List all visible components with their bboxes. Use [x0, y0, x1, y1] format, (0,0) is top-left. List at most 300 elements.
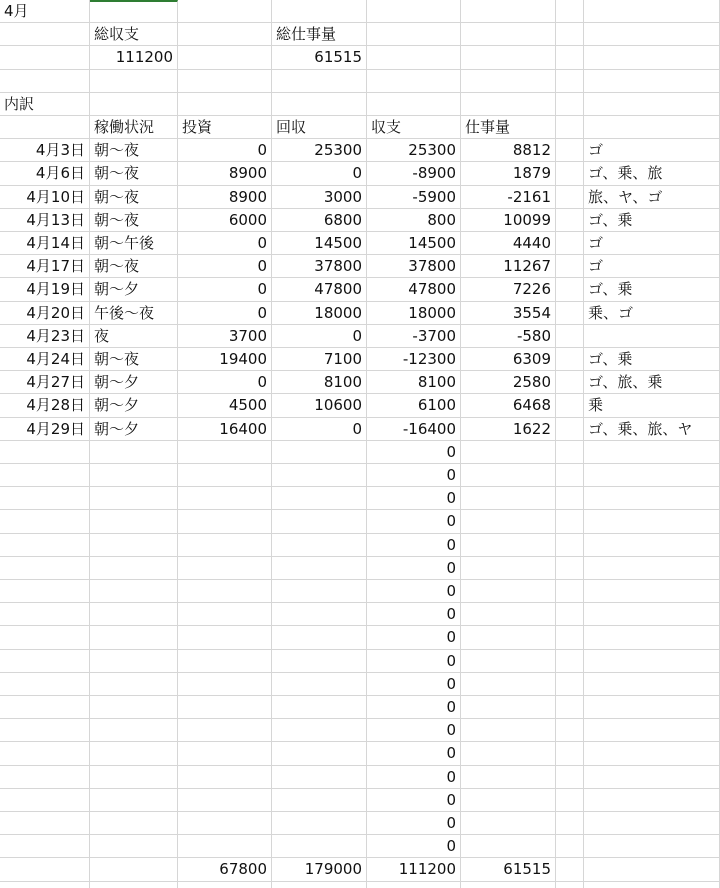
cell-r35-c2[interactable] [178, 812, 272, 835]
cell-r4-c0[interactable]: 内訳 [0, 93, 90, 116]
cell-r29-c4[interactable]: 0 [367, 673, 461, 696]
cell-r13-c1[interactable]: 午後～夜 [90, 302, 178, 325]
cell-r32-c7[interactable] [584, 742, 720, 765]
cell-r26-c0[interactable] [0, 603, 90, 626]
cell-r21-c0[interactable] [0, 487, 90, 510]
cell-r29-c7[interactable] [584, 673, 720, 696]
cell-r21-c5[interactable] [461, 487, 556, 510]
cell-r28-c5[interactable] [461, 650, 556, 673]
cell-r7-c1[interactable]: 朝～夜 [90, 162, 178, 185]
cell-r1-c6[interactable] [556, 23, 584, 46]
cell-r13-c0[interactable]: 4月20日 [0, 302, 90, 325]
cell-r11-c4[interactable]: 37800 [367, 255, 461, 278]
cell-r11-c0[interactable]: 4月17日 [0, 255, 90, 278]
cell-r25-c0[interactable] [0, 580, 90, 603]
cell-r9-c2[interactable]: 6000 [178, 209, 272, 232]
cell-r23-c4[interactable]: 0 [367, 534, 461, 557]
cell-r28-c1[interactable] [90, 650, 178, 673]
cell-r30-c7[interactable] [584, 696, 720, 719]
cell-r35-c0[interactable] [0, 812, 90, 835]
cell-r3-c7[interactable] [584, 70, 720, 93]
cell-r33-c7[interactable] [584, 766, 720, 789]
cell-r16-c0[interactable]: 4月27日 [0, 371, 90, 394]
cell-r24-c7[interactable] [584, 557, 720, 580]
cell-r32-c4[interactable]: 0 [367, 742, 461, 765]
cell-r34-c2[interactable] [178, 789, 272, 812]
cell-r1-c0[interactable] [0, 23, 90, 46]
cell-r7-c3[interactable]: 0 [272, 162, 367, 185]
cell-r13-c7[interactable]: 乗、ゴ [584, 302, 720, 325]
cell-r19-c7[interactable] [584, 441, 720, 464]
cell-r18-c6[interactable] [556, 418, 584, 441]
cell-r21-c4[interactable]: 0 [367, 487, 461, 510]
cell-r25-c7[interactable] [584, 580, 720, 603]
cell-r4-c1[interactable] [90, 93, 178, 116]
cell-r26-c6[interactable] [556, 603, 584, 626]
cell-r37-c6[interactable] [556, 858, 584, 881]
cell-r20-c7[interactable] [584, 464, 720, 487]
cell-r25-c1[interactable] [90, 580, 178, 603]
empty-cell[interactable] [556, 882, 584, 888]
cell-r20-c5[interactable] [461, 464, 556, 487]
cell-r18-c7[interactable]: ゴ、乗、旅、ヤ [584, 418, 720, 441]
cell-r19-c6[interactable] [556, 441, 584, 464]
cell-r17-c6[interactable] [556, 394, 584, 417]
cell-r35-c1[interactable] [90, 812, 178, 835]
cell-r36-c2[interactable] [178, 835, 272, 858]
cell-r11-c5[interactable]: 11267 [461, 255, 556, 278]
cell-r28-c0[interactable] [0, 650, 90, 673]
cell-r13-c4[interactable]: 18000 [367, 302, 461, 325]
cell-r5-c6[interactable] [556, 116, 584, 139]
cell-r24-c6[interactable] [556, 557, 584, 580]
cell-r31-c2[interactable] [178, 719, 272, 742]
cell-r19-c5[interactable] [461, 441, 556, 464]
cell-r27-c0[interactable] [0, 626, 90, 649]
cell-r5-c7[interactable] [584, 116, 720, 139]
cell-r29-c5[interactable] [461, 673, 556, 696]
cell-r8-c7[interactable]: 旅、ヤ、ゴ [584, 186, 720, 209]
cell-r33-c6[interactable] [556, 766, 584, 789]
cell-r8-c0[interactable]: 4月10日 [0, 186, 90, 209]
cell-r9-c7[interactable]: ゴ、乗 [584, 209, 720, 232]
cell-r5-c1[interactable]: 稼働状況 [90, 116, 178, 139]
cell-r13-c3[interactable]: 18000 [272, 302, 367, 325]
empty-cell[interactable] [178, 882, 272, 888]
cell-r17-c0[interactable]: 4月28日 [0, 394, 90, 417]
cell-r15-c0[interactable]: 4月24日 [0, 348, 90, 371]
cell-r28-c2[interactable] [178, 650, 272, 673]
cell-r15-c7[interactable]: ゴ、乗 [584, 348, 720, 371]
cell-r19-c4[interactable]: 0 [367, 441, 461, 464]
cell-r7-c5[interactable]: 1879 [461, 162, 556, 185]
cell-r31-c3[interactable] [272, 719, 367, 742]
cell-r14-c4[interactable]: -3700 [367, 325, 461, 348]
cell-r10-c0[interactable]: 4月14日 [0, 232, 90, 255]
cell-r36-c3[interactable] [272, 835, 367, 858]
cell-r19-c2[interactable] [178, 441, 272, 464]
cell-r0-c5[interactable] [461, 0, 556, 23]
cell-r4-c5[interactable] [461, 93, 556, 116]
cell-r15-c6[interactable] [556, 348, 584, 371]
cell-r20-c1[interactable] [90, 464, 178, 487]
cell-r13-c5[interactable]: 3554 [461, 302, 556, 325]
cell-r9-c4[interactable]: 800 [367, 209, 461, 232]
cell-r26-c4[interactable]: 0 [367, 603, 461, 626]
cell-r27-c6[interactable] [556, 626, 584, 649]
cell-r30-c5[interactable] [461, 696, 556, 719]
cell-r15-c1[interactable]: 朝～夜 [90, 348, 178, 371]
cell-r1-c2[interactable] [178, 23, 272, 46]
cell-r36-c0[interactable] [0, 835, 90, 858]
cell-r24-c2[interactable] [178, 557, 272, 580]
cell-r12-c6[interactable] [556, 278, 584, 301]
cell-r35-c6[interactable] [556, 812, 584, 835]
cell-r28-c7[interactable] [584, 650, 720, 673]
cell-r33-c1[interactable] [90, 766, 178, 789]
cell-r8-c5[interactable]: -2161 [461, 186, 556, 209]
cell-r19-c3[interactable] [272, 441, 367, 464]
cell-r26-c2[interactable] [178, 603, 272, 626]
cell-r23-c7[interactable] [584, 534, 720, 557]
cell-r34-c6[interactable] [556, 789, 584, 812]
cell-r29-c0[interactable] [0, 673, 90, 696]
cell-r0-c1[interactable] [90, 0, 178, 23]
cell-r0-c2[interactable] [178, 0, 272, 23]
cell-r16-c2[interactable]: 0 [178, 371, 272, 394]
cell-r31-c5[interactable] [461, 719, 556, 742]
cell-r22-c2[interactable] [178, 510, 272, 533]
cell-r14-c2[interactable]: 3700 [178, 325, 272, 348]
cell-r13-c2[interactable]: 0 [178, 302, 272, 325]
cell-r23-c6[interactable] [556, 534, 584, 557]
cell-r15-c4[interactable]: -12300 [367, 348, 461, 371]
cell-r33-c4[interactable]: 0 [367, 766, 461, 789]
cell-r5-c0[interactable] [0, 116, 90, 139]
cell-r13-c6[interactable] [556, 302, 584, 325]
cell-r21-c2[interactable] [178, 487, 272, 510]
cell-r22-c7[interactable] [584, 510, 720, 533]
cell-r5-c3[interactable]: 回収 [272, 116, 367, 139]
cell-r1-c3[interactable]: 総仕事量 [272, 23, 367, 46]
cell-r36-c5[interactable] [461, 835, 556, 858]
cell-r37-c4[interactable]: 111200 [367, 858, 461, 881]
cell-r2-c7[interactable] [584, 46, 720, 69]
cell-r20-c6[interactable] [556, 464, 584, 487]
cell-r18-c0[interactable]: 4月29日 [0, 418, 90, 441]
cell-r14-c6[interactable] [556, 325, 584, 348]
cell-r34-c5[interactable] [461, 789, 556, 812]
cell-r18-c5[interactable]: 1622 [461, 418, 556, 441]
cell-r1-c4[interactable] [367, 23, 461, 46]
cell-r14-c3[interactable]: 0 [272, 325, 367, 348]
cell-r25-c5[interactable] [461, 580, 556, 603]
cell-r9-c5[interactable]: 10099 [461, 209, 556, 232]
cell-r12-c7[interactable]: ゴ、乗 [584, 278, 720, 301]
cell-r17-c4[interactable]: 6100 [367, 394, 461, 417]
cell-r35-c7[interactable] [584, 812, 720, 835]
cell-r9-c0[interactable]: 4月13日 [0, 209, 90, 232]
cell-r4-c6[interactable] [556, 93, 584, 116]
cell-r11-c3[interactable]: 37800 [272, 255, 367, 278]
cell-r25-c2[interactable] [178, 580, 272, 603]
cell-r18-c2[interactable]: 16400 [178, 418, 272, 441]
cell-r27-c2[interactable] [178, 626, 272, 649]
cell-r12-c4[interactable]: 47800 [367, 278, 461, 301]
cell-r10-c5[interactable]: 4440 [461, 232, 556, 255]
cell-r11-c1[interactable]: 朝～夜 [90, 255, 178, 278]
cell-r14-c1[interactable]: 夜 [90, 325, 178, 348]
cell-r23-c0[interactable] [0, 534, 90, 557]
cell-r29-c2[interactable] [178, 673, 272, 696]
cell-r32-c6[interactable] [556, 742, 584, 765]
cell-r18-c1[interactable]: 朝～夕 [90, 418, 178, 441]
cell-r12-c2[interactable]: 0 [178, 278, 272, 301]
cell-r7-c6[interactable] [556, 162, 584, 185]
empty-cell[interactable] [0, 882, 90, 888]
cell-r7-c7[interactable]: ゴ、乗、旅 [584, 162, 720, 185]
cell-r30-c3[interactable] [272, 696, 367, 719]
cell-r24-c3[interactable] [272, 557, 367, 580]
cell-r6-c1[interactable]: 朝～夜 [90, 139, 178, 162]
cell-r26-c3[interactable] [272, 603, 367, 626]
cell-r22-c6[interactable] [556, 510, 584, 533]
empty-cell[interactable] [584, 882, 720, 888]
cell-r34-c7[interactable] [584, 789, 720, 812]
cell-r24-c5[interactable] [461, 557, 556, 580]
cell-r22-c1[interactable] [90, 510, 178, 533]
cell-r6-c6[interactable] [556, 139, 584, 162]
empty-cell[interactable] [90, 882, 178, 888]
cell-r3-c2[interactable] [178, 70, 272, 93]
cell-r31-c1[interactable] [90, 719, 178, 742]
cell-r17-c5[interactable]: 6468 [461, 394, 556, 417]
cell-r31-c7[interactable] [584, 719, 720, 742]
cell-r16-c4[interactable]: 8100 [367, 371, 461, 394]
cell-r8-c1[interactable]: 朝～夜 [90, 186, 178, 209]
cell-r36-c4[interactable]: 0 [367, 835, 461, 858]
cell-r21-c6[interactable] [556, 487, 584, 510]
cell-r25-c4[interactable]: 0 [367, 580, 461, 603]
cell-r37-c1[interactable] [90, 858, 178, 881]
cell-r30-c6[interactable] [556, 696, 584, 719]
cell-r10-c4[interactable]: 14500 [367, 232, 461, 255]
cell-r10-c6[interactable] [556, 232, 584, 255]
cell-r20-c3[interactable] [272, 464, 367, 487]
cell-r6-c0[interactable]: 4月3日 [0, 139, 90, 162]
cell-r21-c7[interactable] [584, 487, 720, 510]
cell-r28-c3[interactable] [272, 650, 367, 673]
cell-r2-c2[interactable] [178, 46, 272, 69]
cell-r17-c3[interactable]: 10600 [272, 394, 367, 417]
cell-r12-c1[interactable]: 朝～夕 [90, 278, 178, 301]
cell-r34-c4[interactable]: 0 [367, 789, 461, 812]
cell-r15-c2[interactable]: 19400 [178, 348, 272, 371]
cell-r16-c6[interactable] [556, 371, 584, 394]
cell-r26-c7[interactable] [584, 603, 720, 626]
cell-r19-c1[interactable] [90, 441, 178, 464]
cell-r25-c6[interactable] [556, 580, 584, 603]
cell-r11-c2[interactable]: 0 [178, 255, 272, 278]
cell-r12-c3[interactable]: 47800 [272, 278, 367, 301]
cell-r20-c0[interactable] [0, 464, 90, 487]
cell-r23-c3[interactable] [272, 534, 367, 557]
cell-r9-c1[interactable]: 朝～夜 [90, 209, 178, 232]
cell-r9-c3[interactable]: 6800 [272, 209, 367, 232]
cell-r8-c3[interactable]: 3000 [272, 186, 367, 209]
cell-r36-c7[interactable] [584, 835, 720, 858]
cell-r22-c3[interactable] [272, 510, 367, 533]
cell-r2-c5[interactable] [461, 46, 556, 69]
cell-r30-c2[interactable] [178, 696, 272, 719]
cell-r32-c0[interactable] [0, 742, 90, 765]
cell-r0-c6[interactable] [556, 0, 584, 23]
cell-r32-c2[interactable] [178, 742, 272, 765]
cell-r2-c1[interactable]: 111200 [90, 46, 178, 69]
cell-r4-c7[interactable] [584, 93, 720, 116]
cell-r27-c4[interactable]: 0 [367, 626, 461, 649]
cell-r14-c5[interactable]: -580 [461, 325, 556, 348]
cell-r24-c4[interactable]: 0 [367, 557, 461, 580]
cell-r7-c2[interactable]: 8900 [178, 162, 272, 185]
cell-r26-c1[interactable] [90, 603, 178, 626]
cell-r0-c0[interactable]: 4月 [0, 0, 90, 23]
cell-r6-c5[interactable]: 8812 [461, 139, 556, 162]
cell-r28-c4[interactable]: 0 [367, 650, 461, 673]
cell-r0-c7[interactable] [584, 0, 720, 23]
cell-r34-c0[interactable] [0, 789, 90, 812]
cell-r20-c4[interactable]: 0 [367, 464, 461, 487]
cell-r29-c6[interactable] [556, 673, 584, 696]
cell-r23-c2[interactable] [178, 534, 272, 557]
cell-r30-c0[interactable] [0, 696, 90, 719]
cell-r27-c3[interactable] [272, 626, 367, 649]
cell-r18-c4[interactable]: -16400 [367, 418, 461, 441]
cell-r3-c1[interactable] [90, 70, 178, 93]
cell-r31-c4[interactable]: 0 [367, 719, 461, 742]
cell-r0-c4[interactable] [367, 0, 461, 23]
cell-r30-c1[interactable] [90, 696, 178, 719]
cell-r2-c3[interactable]: 61515 [272, 46, 367, 69]
cell-r10-c7[interactable]: ゴ [584, 232, 720, 255]
cell-r6-c2[interactable]: 0 [178, 139, 272, 162]
cell-r33-c2[interactable] [178, 766, 272, 789]
cell-r16-c1[interactable]: 朝～夕 [90, 371, 178, 394]
cell-r6-c4[interactable]: 25300 [367, 139, 461, 162]
cell-r32-c3[interactable] [272, 742, 367, 765]
cell-r16-c5[interactable]: 2580 [461, 371, 556, 394]
cell-r27-c5[interactable] [461, 626, 556, 649]
cell-r3-c3[interactable] [272, 70, 367, 93]
cell-r5-c2[interactable]: 投資 [178, 116, 272, 139]
cell-r25-c3[interactable] [272, 580, 367, 603]
cell-r7-c4[interactable]: -8900 [367, 162, 461, 185]
empty-cell[interactable] [272, 882, 367, 888]
cell-r23-c1[interactable] [90, 534, 178, 557]
cell-r26-c5[interactable] [461, 603, 556, 626]
cell-r24-c0[interactable] [0, 557, 90, 580]
cell-r15-c3[interactable]: 7100 [272, 348, 367, 371]
cell-r5-c4[interactable]: 収支 [367, 116, 461, 139]
cell-r36-c6[interactable] [556, 835, 584, 858]
cell-r2-c0[interactable] [0, 46, 90, 69]
cell-r12-c5[interactable]: 7226 [461, 278, 556, 301]
cell-r17-c1[interactable]: 朝～夕 [90, 394, 178, 417]
cell-r21-c3[interactable] [272, 487, 367, 510]
cell-r1-c7[interactable] [584, 23, 720, 46]
cell-r31-c0[interactable] [0, 719, 90, 742]
cell-r4-c2[interactable] [178, 93, 272, 116]
cell-r29-c3[interactable] [272, 673, 367, 696]
cell-r9-c6[interactable] [556, 209, 584, 232]
cell-r11-c7[interactable]: ゴ [584, 255, 720, 278]
cell-r16-c7[interactable]: ゴ、旅、乗 [584, 371, 720, 394]
cell-r17-c7[interactable]: 乗 [584, 394, 720, 417]
cell-r37-c0[interactable] [0, 858, 90, 881]
cell-r37-c2[interactable]: 67800 [178, 858, 272, 881]
cell-r31-c6[interactable] [556, 719, 584, 742]
cell-r22-c5[interactable] [461, 510, 556, 533]
cell-r10-c3[interactable]: 14500 [272, 232, 367, 255]
cell-r18-c3[interactable]: 0 [272, 418, 367, 441]
cell-r34-c1[interactable] [90, 789, 178, 812]
cell-r10-c2[interactable]: 0 [178, 232, 272, 255]
empty-cell[interactable] [461, 882, 556, 888]
cell-r32-c5[interactable] [461, 742, 556, 765]
cell-r4-c3[interactable] [272, 93, 367, 116]
cell-r21-c1[interactable] [90, 487, 178, 510]
cell-r36-c1[interactable] [90, 835, 178, 858]
cell-r17-c2[interactable]: 4500 [178, 394, 272, 417]
cell-r30-c4[interactable]: 0 [367, 696, 461, 719]
cell-r27-c1[interactable] [90, 626, 178, 649]
cell-r19-c0[interactable] [0, 441, 90, 464]
cell-r29-c1[interactable] [90, 673, 178, 696]
cell-r34-c3[interactable] [272, 789, 367, 812]
cell-r8-c4[interactable]: -5900 [367, 186, 461, 209]
cell-r24-c1[interactable] [90, 557, 178, 580]
cell-r1-c5[interactable] [461, 23, 556, 46]
cell-r14-c0[interactable]: 4月23日 [0, 325, 90, 348]
cell-r2-c4[interactable] [367, 46, 461, 69]
cell-r8-c2[interactable]: 8900 [178, 186, 272, 209]
cell-r5-c5[interactable]: 仕事量 [461, 116, 556, 139]
cell-r33-c5[interactable] [461, 766, 556, 789]
cell-r6-c3[interactable]: 25300 [272, 139, 367, 162]
cell-r4-c4[interactable] [367, 93, 461, 116]
cell-r35-c5[interactable] [461, 812, 556, 835]
cell-r27-c7[interactable] [584, 626, 720, 649]
cell-r35-c3[interactable] [272, 812, 367, 835]
cell-r37-c5[interactable]: 61515 [461, 858, 556, 881]
cell-r22-c4[interactable]: 0 [367, 510, 461, 533]
cell-r0-c3[interactable] [272, 0, 367, 23]
cell-r1-c1[interactable]: 総収支 [90, 23, 178, 46]
cell-r20-c2[interactable] [178, 464, 272, 487]
cell-r37-c3[interactable]: 179000 [272, 858, 367, 881]
cell-r28-c6[interactable] [556, 650, 584, 673]
cell-r12-c0[interactable]: 4月19日 [0, 278, 90, 301]
cell-r10-c1[interactable]: 朝～午後 [90, 232, 178, 255]
cell-r3-c5[interactable] [461, 70, 556, 93]
empty-cell[interactable] [367, 882, 461, 888]
cell-r7-c0[interactable]: 4月6日 [0, 162, 90, 185]
cell-r6-c7[interactable]: ゴ [584, 139, 720, 162]
cell-r16-c3[interactable]: 8100 [272, 371, 367, 394]
cell-r14-c7[interactable] [584, 325, 720, 348]
cell-r37-c7[interactable] [584, 858, 720, 881]
cell-r33-c3[interactable] [272, 766, 367, 789]
